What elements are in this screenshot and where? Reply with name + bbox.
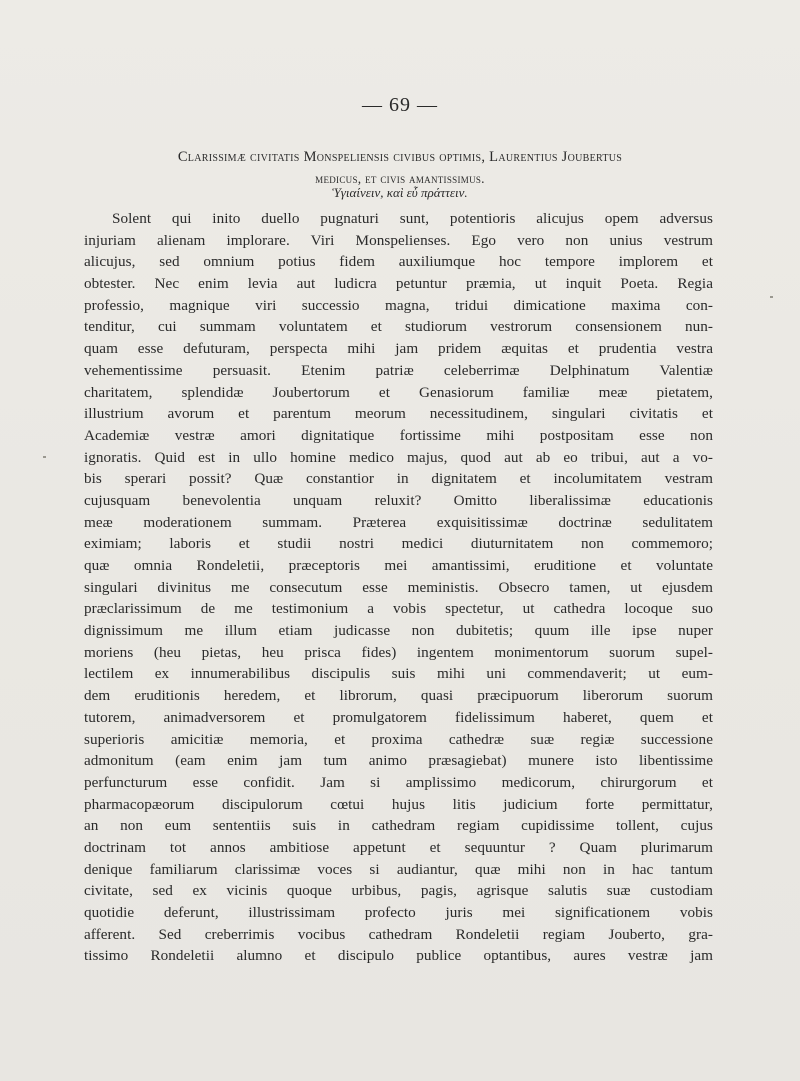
text-line: obtester. Nec enim levia aut ludicra petuntur præmia, ut inquit Poeta. Regia xyxy=(84,275,713,293)
text-line: charitatem, splendidæ Joubertorum et Genasiorum familiæ meæ pietatem, xyxy=(84,383,713,401)
text-line: perfuncturum esse confidit. Jam si amplissimo medicorum, chirurgorum et xyxy=(84,773,713,791)
text-line: moriens (heu pietas, heu prisca fides) ingentem monimentorum suorum supel- xyxy=(84,643,713,661)
text-line: an non eum sententiis suis in cathedram regiam cupidissime tollent, cujus xyxy=(84,817,713,835)
text-line: vehementissime persuasit. Etenim patriæ celeberrimæ Delphinatum Valentiæ xyxy=(84,361,713,379)
text-line: tenditur, cui summam voluntatem et studiorum vestrorum consensionem nun- xyxy=(84,318,713,336)
text-line: denique familiarum clarissimæ voces si audiantur, quæ mihi non in hac tantum xyxy=(84,860,713,878)
text-line: ignoratis. Quid est in ullo homine medico majus, quod aut ab eo tribui, aut a vo- xyxy=(84,448,713,466)
text-line: quam esse defuturam, perspecta mihi jam pridem æquitas et prudentia vestra xyxy=(84,340,713,358)
dedication-line-1: Clarissimæ civitatis Monspeliensis civibus optimis, Laurentius Joubertus xyxy=(177,149,623,165)
text-line: dem eruditionis heredem, et librorum, quasi præcipuorum liberorum suorum xyxy=(84,687,713,705)
text-line: tutorem, animadversorem et promulgatorem fidelissimum haberet, quem et xyxy=(84,708,713,726)
text-line: alicujus, sed omnium potius fidem auxiliumque hoc tempore implorem et xyxy=(84,253,713,271)
text-line: professio, magnique viri successio magna, tridui dimicatione maxima con- xyxy=(84,296,713,314)
text-line: bis sperari possit? Quæ constantior in dignitatem et incolumitatem vestram xyxy=(84,470,713,488)
greek-motto: Ὑγιαίνειν, καὶ εὖ πράττειν. xyxy=(332,185,468,200)
text-line: lectilem ex innumerabilibus discipulis suis mihi uni commendaverit; ut eum- xyxy=(84,665,713,683)
text-line: quotidie deferunt, illustrissimam profecto juris mei significationem vobis xyxy=(84,904,713,921)
page-speck xyxy=(770,296,773,298)
text-line: cujusquam benevolentia unquam reluxit? Omitto liberalissimæ educationis xyxy=(84,491,713,509)
body-text xyxy=(84,208,713,967)
text-line: doctrinam tot annos ambitiose appetunt et sequuntur ? Quam plurimarum xyxy=(84,838,713,856)
dedication-header xyxy=(82,146,718,190)
text-line: Solent qui inito duello pugnaturi sunt, potentioris alicujus opem adversus xyxy=(112,210,713,227)
page-speck xyxy=(43,456,46,458)
text-line: dignissimum me illum etiam judicasse non dubitetis; quum ille ipse nuper xyxy=(84,622,713,640)
text-line: injuriam alienam implorare. Viri Monspelienses. Ego vero non unius vestrum xyxy=(84,231,713,249)
text-line: civitate, sed ex vicinis quoque urbibus, pagis, agrisque salutis suæ custodiam xyxy=(84,882,713,900)
text-line: superioris amicitiæ memoria, et proxima cathedræ suæ regiæ successione xyxy=(84,730,713,748)
text-line: eximiam; laboris et studii nostri medici diuturnitatem non commemoro; xyxy=(84,535,713,553)
text-line: admonitum (eam enim jam tum animo præsagiebat) munere isto libentissime xyxy=(84,752,713,770)
dedication-line-2: medicus, et civis amantissimus. xyxy=(315,171,485,186)
text-line: præclarissimum de me testimonium a vobis spectetur, ut cathedra locoque suo xyxy=(84,600,713,618)
text-line: quæ omnia Rondeletii, præceptoris mei amantissimi, eruditione et voluntate xyxy=(84,557,713,574)
text-line: pharmacopæorum discipulorum cœtui hujus litis judicium forte permittatur, xyxy=(84,795,713,813)
page-number: — 69 — xyxy=(362,94,438,116)
text-line: Academiæ vestræ amori dignitatique fortissime mihi postpositam esse non xyxy=(84,426,713,444)
text-line: tissimo Rondeletii alumno et discipulo publice optantibus, aures vestræ jam xyxy=(84,947,713,965)
text-line: illustrium avorum et parentum meorum necessitudinem, singulari civitatis et xyxy=(84,405,713,423)
text-line: singulari divinitus me consecutum esse meministis. Obsecro tamen, ut ejusdem xyxy=(84,578,713,596)
text-line: meæ moderationem summam. Præterea exquisitissimæ doctrinæ sedulitatem xyxy=(84,513,713,531)
text-line: afferent. Sed creberrimis vocibus cathedram Rondeletii regiam Jouberto, gra- xyxy=(84,925,713,943)
